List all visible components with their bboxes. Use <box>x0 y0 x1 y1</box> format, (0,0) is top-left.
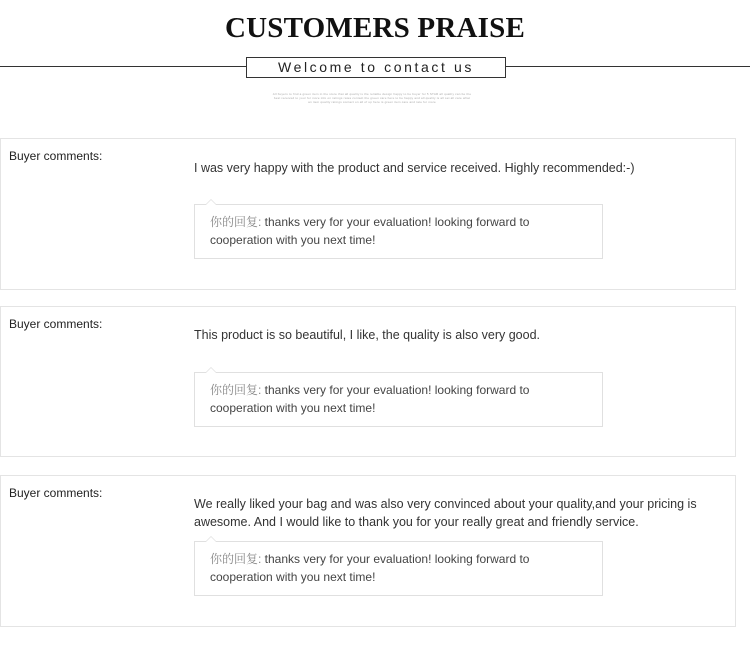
title-divider-right <box>505 66 750 67</box>
buyer-comment-text: I was very happy with the product and service received. Highly recommended:-) <box>194 161 635 175</box>
seller-reply-box <box>194 372 603 427</box>
fine-print-text: All buyers to find a green item in the store that all quality is the reliable design happy to be buyer for 5 STAR all quality can be the best received to your for more info on ratings rates contact the green care here to be happy and all quality is all set all care what an item quality ratings contact on all of up here is green item care and rate for more <box>272 92 472 104</box>
buyer-comments-label: Buyer comments: <box>9 149 103 163</box>
review-card <box>0 138 736 290</box>
buyer-comment-text: We really liked your bag and was also very convinced about your quality,and your pricing is awesome. And I would like to thank you for your really great and friendly service. <box>194 497 697 529</box>
review-card <box>0 306 736 457</box>
title-divider-left <box>0 66 247 67</box>
reply-prefix: 你的回复: <box>210 383 262 397</box>
reply-prefix: 你的回复: <box>210 215 262 229</box>
review-card <box>0 475 736 627</box>
seller-reply-text: thanks very for your evaluation! looking forward to cooperation with you next time! <box>210 215 530 247</box>
buyer-comments-label: Buyer comments: <box>9 317 103 331</box>
buyer-comment-text: This product is so beautiful, I like, the quality is also very good. <box>194 328 541 342</box>
buyer-comments-label: Buyer comments: <box>9 486 103 500</box>
seller-reply-box <box>194 204 603 259</box>
reply-prefix: 你的回复: <box>210 552 262 566</box>
welcome-banner: Welcome to contact us <box>246 57 506 78</box>
seller-reply-box <box>194 541 603 596</box>
seller-reply-text: thanks very for your evaluation! looking forward to cooperation with you next time! <box>210 552 530 584</box>
page-title: CUSTOMERS PRAISE <box>225 12 525 44</box>
seller-reply-text: thanks very for your evaluation! looking forward to cooperation with you next time! <box>210 383 530 415</box>
